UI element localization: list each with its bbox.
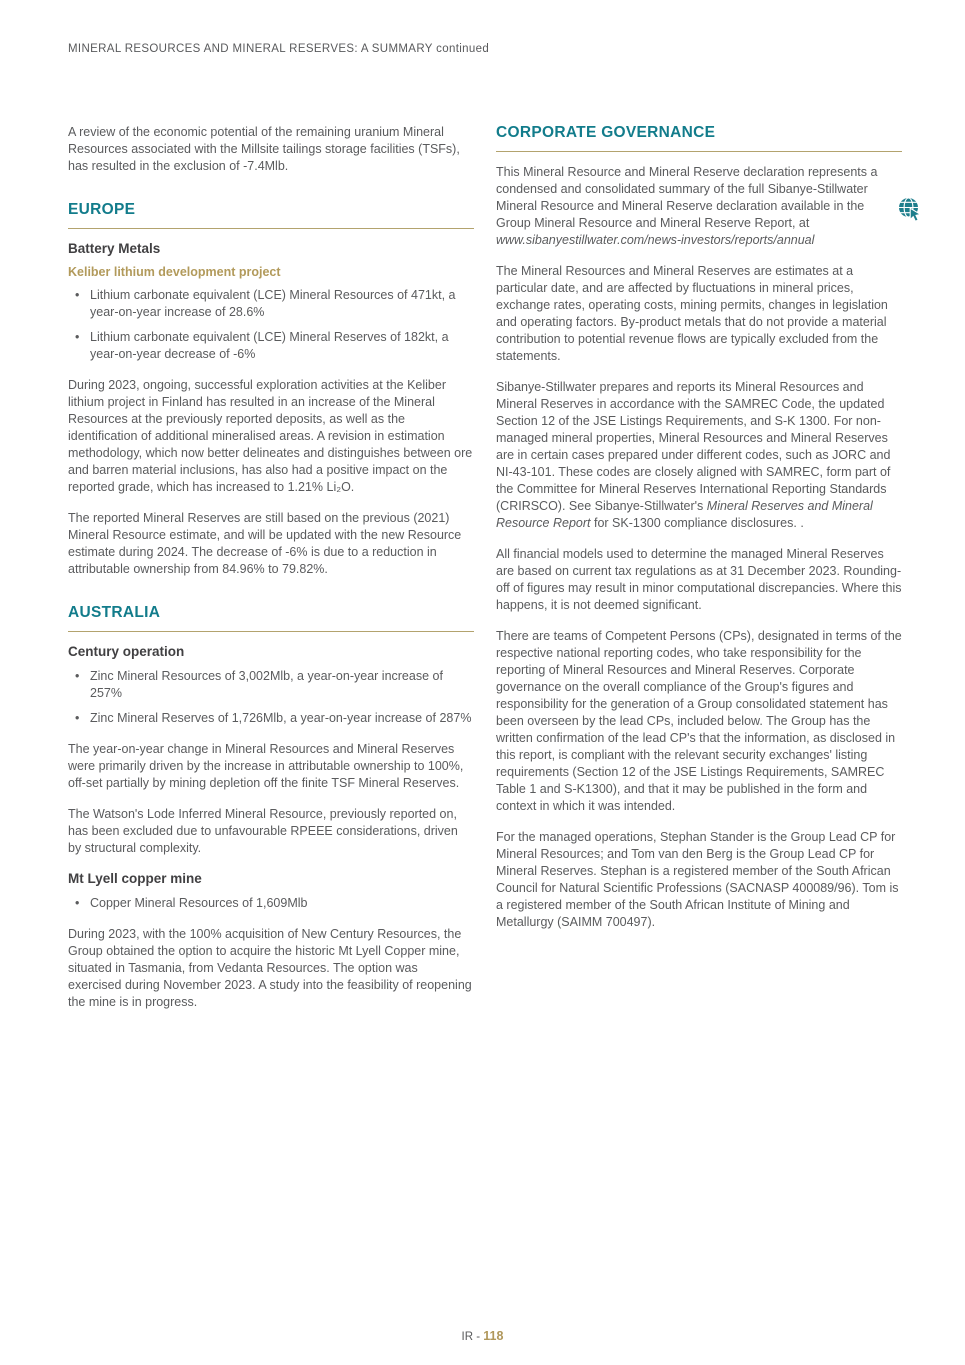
- mt-lyell-bullet-list: [68, 895, 474, 912]
- right-column: [496, 124, 902, 1025]
- keliber-bullet-list: [68, 287, 474, 363]
- page-number: 118: [483, 1329, 504, 1343]
- globe-link-icon[interactable]: [897, 196, 924, 223]
- section-title-corporate-governance: CORPORATE GOVERNANCE: [496, 124, 902, 152]
- list-item: • Copper Mineral Resources of 1,609Mlb: [68, 895, 474, 912]
- two-column-layout: [68, 124, 902, 1025]
- left-column: [68, 124, 474, 1025]
- list-item: • Zinc Mineral Reserves of 1,726Mlb, a year-on-year increase of 287%: [68, 710, 474, 727]
- footer-prefix: IR -: [461, 1331, 484, 1343]
- subsection-title-century: Century operation: [68, 644, 185, 659]
- list-item: • Zinc Mineral Resources of 3,002Mlb, a year-on-year increase of 257%: [68, 668, 474, 702]
- paragraph: During 2023, ongoing, successful exploration activities at the Keliber lithium project in Finland has resulted in an increase of the Mineral Resources at the previously reported deposits, as well as the identification of additional mineralised areas. A revision in estimation methodology, which now better delineates and distinguishes between ore and barren material inclusions, has also had a positive impact on the reported grade, which has increased to 1.21% Li₂O.: [68, 378, 473, 494]
- paragraph: All financial models used to determine the managed Mineral Reserves are based on current tax regulations as at 31 December 2023. Rounding-off of figures may result in minor computational discrepancies. Where this happens, it is not deemed significant.: [496, 547, 902, 612]
- section-title-europe: EUROPE: [68, 201, 474, 229]
- subsection-title-mt-lyell: Mt Lyell copper mine: [68, 871, 202, 886]
- paragraph: [496, 164, 902, 249]
- report-name-italic: Mineral Reserves and Mineral Resource Report: [496, 499, 873, 530]
- paragraph: The Mineral Resources and Mineral Reserves are estimates at a particular date, and are affected by fluctuations in mineral prices, exchange rates, operating costs, mining permits, changes in legislation and operating factors. By-product metals that do not provide a material contribution to potential revenue flows are typically excluded from the statements.: [496, 264, 888, 363]
- list-item: • Lithium carbonate equivalent (LCE) Mineral Reserves of 182kt, a year-on-year decrease of -6%: [68, 329, 474, 363]
- paragraph: The Watson's Lode Inferred Mineral Resource, previously reported on, has been excluded due to unfavourable RPEEE considerations, driven by structural complexity.: [68, 807, 458, 855]
- list-item: • Lithium carbonate equivalent (LCE) Mineral Resources of 471kt, a year-on-year increase of 28.6%: [68, 287, 474, 321]
- report-url-link[interactable]: www.sibanyestillwater.com/news-investors/reports/annual: [496, 233, 815, 247]
- century-bullet-list: [68, 668, 474, 727]
- paragraph-text: This Mineral Resource and Mineral Reserve declaration represents a condensed and consolidated summary of the full Sibanye-Stillwater Mineral Resource and Mineral Reserve declaration available in the Group Mineral Resource and Mineral Reserve Report, at: [496, 165, 878, 230]
- subsection-title-battery-metals: Battery Metals: [68, 241, 161, 256]
- paragraph: The year-on-year change in Mineral Resources and Mineral Reserves were primarily driven by the increase in attributable ownership to 100%, off-set partially by mining depletion off the finite TSF Mineral Reserves.: [68, 742, 464, 790]
- paragraph: [496, 379, 902, 532]
- intro-paragraph: A review of the economic potential of the remaining uranium Mineral Resources associated with the Millsite tailings storage facilities (TSFs), has resulted in the exclusion of -7.4Mlb.: [68, 125, 460, 173]
- project-title-keliber: Keliber lithium development project: [68, 265, 281, 279]
- running-header: MINERAL RESOURCES AND MINERAL RESERVES: A SUMMARY continued: [68, 43, 490, 55]
- section-title-australia: AUSTRALIA: [68, 604, 474, 632]
- paragraph-text: Sibanye-Stillwater prepares and reports its Mineral Resources and Mineral Reserves in accordance with the SAMREC Code, the updated Section 12 of the JSE Listings Requirements, and S-K 1300. For non-managed mineral properties, Mineral Resources and Mineral Reserves are in certain cases prepared under different codes, such as JORC and NI-43-101. These codes are closely aligned with SAMREC, form part of the Committee for Mineral Reserves International Reporting Standards (CRIRSCO). See Sibanye-Stillwater's: [496, 380, 891, 513]
- paragraph: For the managed operations, Stephan Stander is the Group Lead CP for Mineral Resources; and Tom van den Berg is the Group Lead CP for Mineral Reserves. Stephan is a registered member of the South African Council for Natural Scientific Professions (SACNASP 400089/96). Tom is a registered member of the South African Institute of Mining and Metallurgy (SAIMM 700497).: [496, 830, 899, 929]
- paragraph: The reported Mineral Reserves are still based on the previous (2021) Mineral Resource estimate, and will be updated with the new Resource estimate during 2024. The decrease of -6% is due to a reduction in attributable ownership from 84.96% to 79.82%.: [68, 511, 462, 576]
- paragraph-text: for SK-1300 compliance disclosures. .: [590, 516, 804, 530]
- paragraph: There are teams of Competent Persons (CPs), designated in terms of the respective national reporting codes, who take responsibility for the reporting of Mineral Resources and Mineral Reserves. Corporate governance on the overall compliance of the Group's figures and responsibility for the generation of a Group consolidated statement has been overseen by the lead CPs, included below. The Group has the written confirmation of the lead CP's that the information, as disclosed in this report, is compliant with the relevant security exchanges' listing requirements (Section 12 of the JSE Listings Requirements, SAMREC Table 1 and S-K1300), and that it may be published in the form and context in which it was intended.: [496, 629, 902, 813]
- paragraph: During 2023, with the 100% acquisition of New Century Resources, the Group obtained the option to acquire the historic Mt Lyell Copper mine, situated in Tasmania, from Vedanta Resources. The option was exercised during November 2023. A study into the feasibility of reopening the mine is in progress.: [68, 927, 472, 1009]
- page-footer: [0, 1329, 965, 1343]
